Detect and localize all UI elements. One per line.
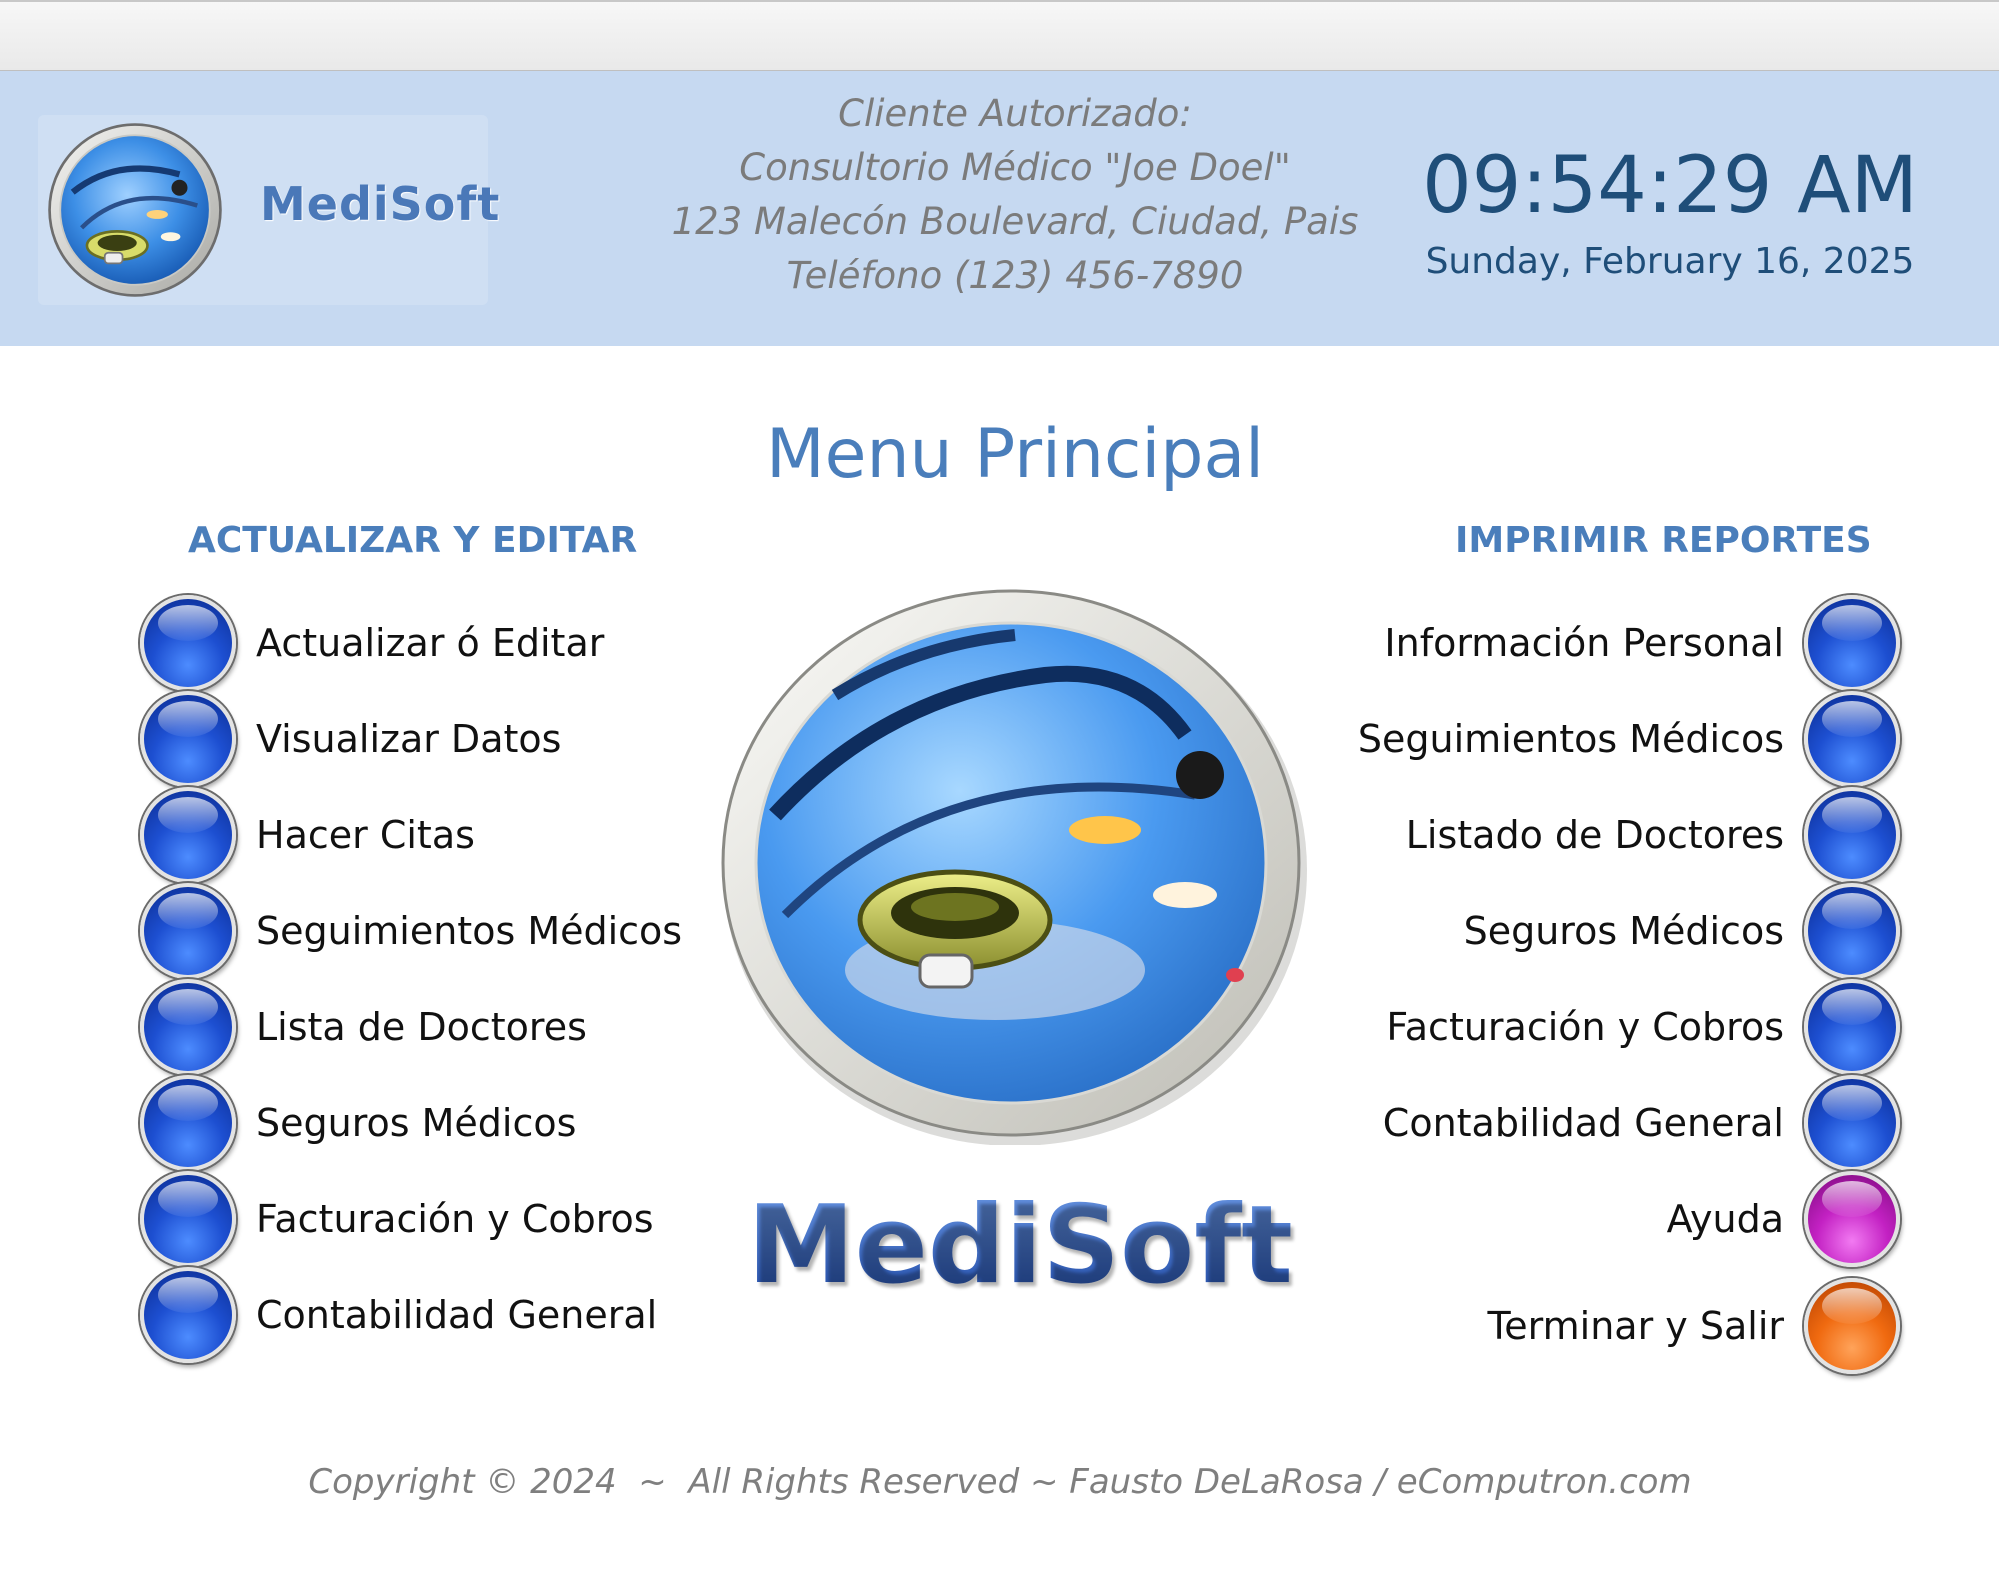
- page-title: Menu Principal: [765, 415, 1265, 494]
- blue-orb-button-icon[interactable]: [140, 1075, 236, 1171]
- header-logo: [38, 115, 501, 305]
- menu-item-label: Seguimientos Médicos: [256, 909, 683, 953]
- menu-item-facturacion-cobros[interactable]: [140, 1171, 654, 1267]
- menu-item-seguimientos-medicos[interactable]: [140, 883, 682, 979]
- blue-orb-button-icon[interactable]: [140, 1267, 236, 1363]
- blue-orb-button-icon[interactable]: [140, 691, 236, 787]
- client-line-phone: Teléfono (123) 456-7890: [786, 254, 1244, 297]
- menu-item-actualizar-editar[interactable]: [140, 595, 604, 691]
- menu-item-label: Listado de Doctores: [1405, 813, 1784, 857]
- client-line-authorized: Cliente Autorizado:: [838, 92, 1192, 135]
- menu-item-label: Lista de Doctores: [256, 1005, 587, 1049]
- menu-item-hacer-citas[interactable]: [140, 787, 475, 883]
- menu-item-reporte-seguimientos-medicos[interactable]: [1250, 691, 1900, 787]
- client-info: [600, 87, 1430, 303]
- blue-orb-button-icon[interactable]: [1804, 979, 1900, 1075]
- footer-copyright: Copyright © 2024 ~ All Rights Reserved ~ Fausto DeLaRosa / eComputron.com: [308, 1462, 1692, 1502]
- menu-item-listado-doctores[interactable]: [1250, 787, 1900, 883]
- menu-item-label: Ayuda: [1666, 1197, 1784, 1241]
- blue-orb-button-icon[interactable]: [140, 595, 236, 691]
- clock-time: 09:54:29 AM: [1422, 141, 1918, 231]
- menu-item-label: Facturación y Cobros: [1386, 1005, 1784, 1049]
- menu-item-lista-doctores[interactable]: [140, 979, 587, 1075]
- stethoscope-logo-icon: [46, 121, 224, 299]
- menu-item-label: Seguimientos Médicos: [1357, 717, 1784, 761]
- purple-orb-button-icon[interactable]: [1804, 1171, 1900, 1267]
- blue-orb-button-icon[interactable]: [140, 787, 236, 883]
- client-line-name: Consultorio Médico "Joe Doel": [739, 146, 1291, 189]
- blue-orb-button-icon[interactable]: [1804, 691, 1900, 787]
- window-top-strip: [0, 0, 1999, 71]
- blue-orb-button-icon[interactable]: [1804, 595, 1900, 691]
- menu-item-label: Terminar y Salir: [1487, 1304, 1784, 1348]
- menu-item-reporte-seguros-medicos[interactable]: [1250, 883, 1900, 979]
- menu-item-label: Contabilidad General: [1382, 1101, 1784, 1145]
- orange-orb-button-icon[interactable]: [1804, 1278, 1900, 1374]
- menu-item-seguros-medicos[interactable]: [140, 1075, 576, 1171]
- clock-date: Sunday, February 16, 2025: [1425, 241, 1915, 282]
- header-banner: [0, 71, 1999, 346]
- menu-item-label: Hacer Citas: [256, 813, 475, 857]
- menu-item-ayuda[interactable]: [1250, 1171, 1900, 1267]
- menu-item-label: Facturación y Cobros: [256, 1197, 654, 1241]
- blue-orb-button-icon[interactable]: [140, 1171, 236, 1267]
- blue-orb-button-icon[interactable]: [140, 979, 236, 1075]
- menu-item-reporte-contabilidad-general[interactable]: [1250, 1075, 1900, 1171]
- left-section-title: ACTUALIZAR Y EDITAR: [188, 520, 638, 561]
- blue-orb-button-icon[interactable]: [1804, 1075, 1900, 1171]
- menu-item-label: Información Personal: [1384, 621, 1784, 665]
- menu-item-reporte-facturacion-cobros[interactable]: [1250, 979, 1900, 1075]
- menu-item-visualizar-datos[interactable]: [140, 691, 561, 787]
- menu-item-contabilidad-general[interactable]: [140, 1267, 657, 1363]
- blue-orb-button-icon[interactable]: [1804, 883, 1900, 979]
- header-logo-text: MediSoft: [260, 177, 501, 231]
- brand-logo-text: MediSoft: [740, 1183, 1300, 1308]
- menu-item-label: Visualizar Datos: [256, 717, 562, 761]
- blue-orb-button-icon[interactable]: [1804, 787, 1900, 883]
- menu-item-terminar-salir[interactable]: [1250, 1278, 1900, 1374]
- stethoscope-image-icon: [715, 585, 1315, 1145]
- right-section-title: IMPRIMIR REPORTES: [1455, 520, 1872, 561]
- menu-item-label: Seguros Médicos: [256, 1101, 577, 1145]
- menu-item-label: Actualizar ó Editar: [256, 621, 605, 665]
- client-line-address: 123 Malecón Boulevard, Ciudad, Pais: [671, 200, 1359, 243]
- blue-orb-button-icon[interactable]: [140, 883, 236, 979]
- menu-item-label: Contabilidad General: [256, 1293, 658, 1337]
- menu-item-label: Seguros Médicos: [1463, 909, 1784, 953]
- menu-item-informacion-personal[interactable]: [1250, 595, 1900, 691]
